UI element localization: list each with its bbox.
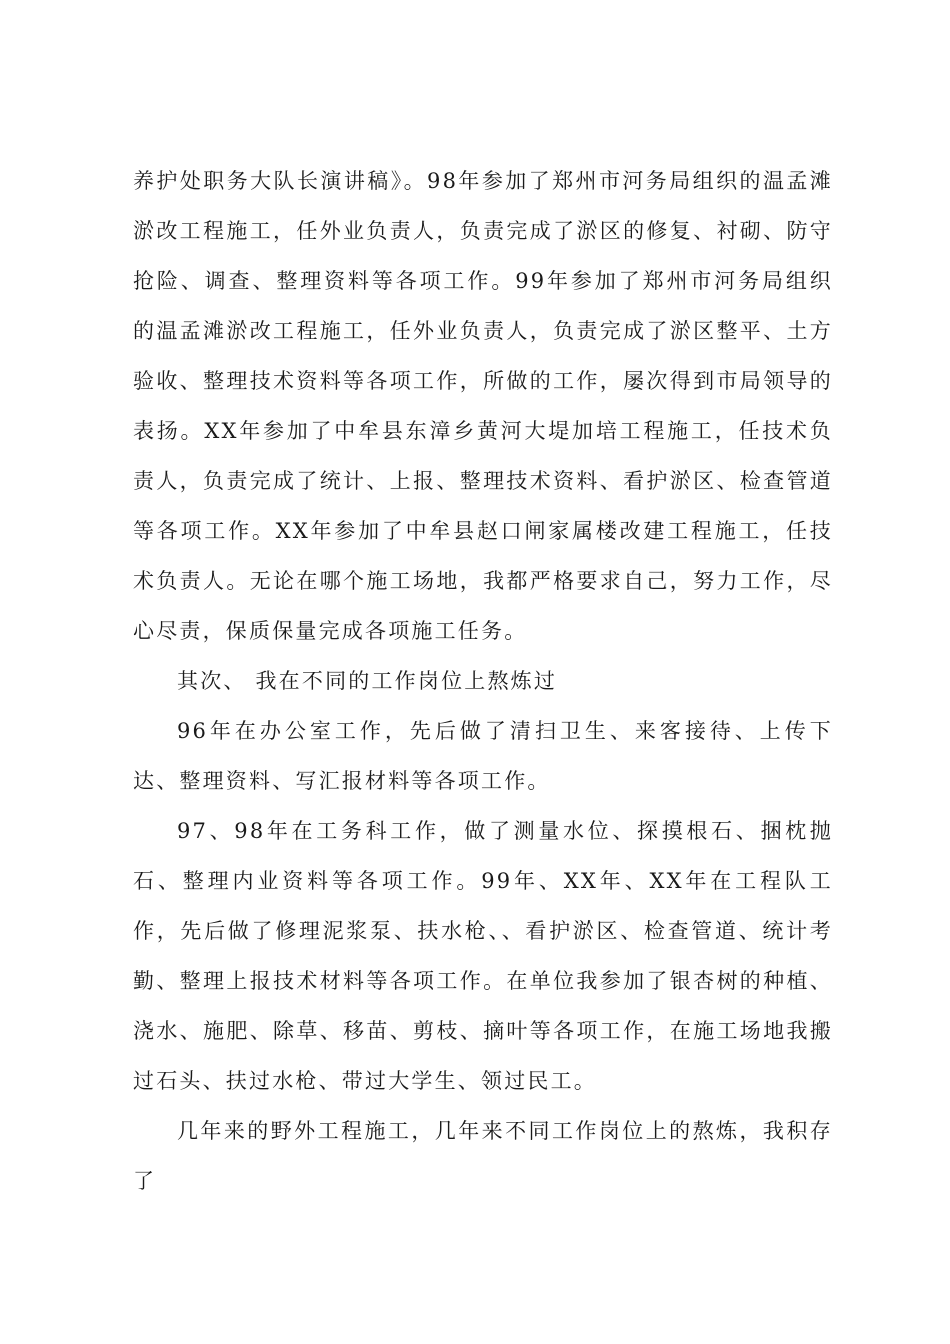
paragraph-construction-history: 养护处职务大队长演讲稿》。98年参加了郑州市河务局组织的温孟滩淤改工程施工，任外业负责人，负责完成了淤区的修复、衬砌、防守抢险、调查、整理资料等各项工作。99年参加了郑州市河务局组织的温孟滩淤改工程施工，任外业负责人，负责完成了淤区整平、土方验收、整理技术资料等各项工作，所做的工作，屡次得到市局领导的表扬。XX年参加了中牟县东漳乡黄河大堤加培工程施工，任技术负责人，负责完成了统计、上报、整理技术资料、看护淤区、检查管道等各项工作。XX年参加了中牟县赵口闸家属楼改建工程施工，任技术负责人。无论在哪个施工场地，我都严格要求自己，努力工作，尽心尽责，保质保量完成各项施工任务。 [133, 169, 833, 643]
paragraph-office-work: 96年在办公室工作，先后做了清扫卫生、来客接待、上传下达、整理资料、写汇报材料等各项工作。 [133, 719, 833, 793]
paragraph-summary: 几年来的野外工程施工，几年来不同工作岗位上的熬炼，我积存了 [133, 1119, 833, 1193]
document-body [133, 156, 833, 1206]
paragraph-section-heading: 其次、 我在不同的工作岗位上熬炼过 [177, 669, 558, 693]
paragraph-engineering-work: 97、98年在工务科工作，做了测量水位、探摸根石、捆枕抛石、整理内业资料等各项工作。99年、XX年、XX年在工程队工作，先后做了修理泥浆泵、扶水枪、、看护淤区、检查管道、统计考勤、整理上报技术材料等各项工作。在单位我参加了银杏树的种植、浇水、施肥、除草、移苗、剪枝、摘叶等各项工作，在施工场地我搬过石头、扶过水枪、带过大学生、领过民工。 [133, 819, 833, 1093]
